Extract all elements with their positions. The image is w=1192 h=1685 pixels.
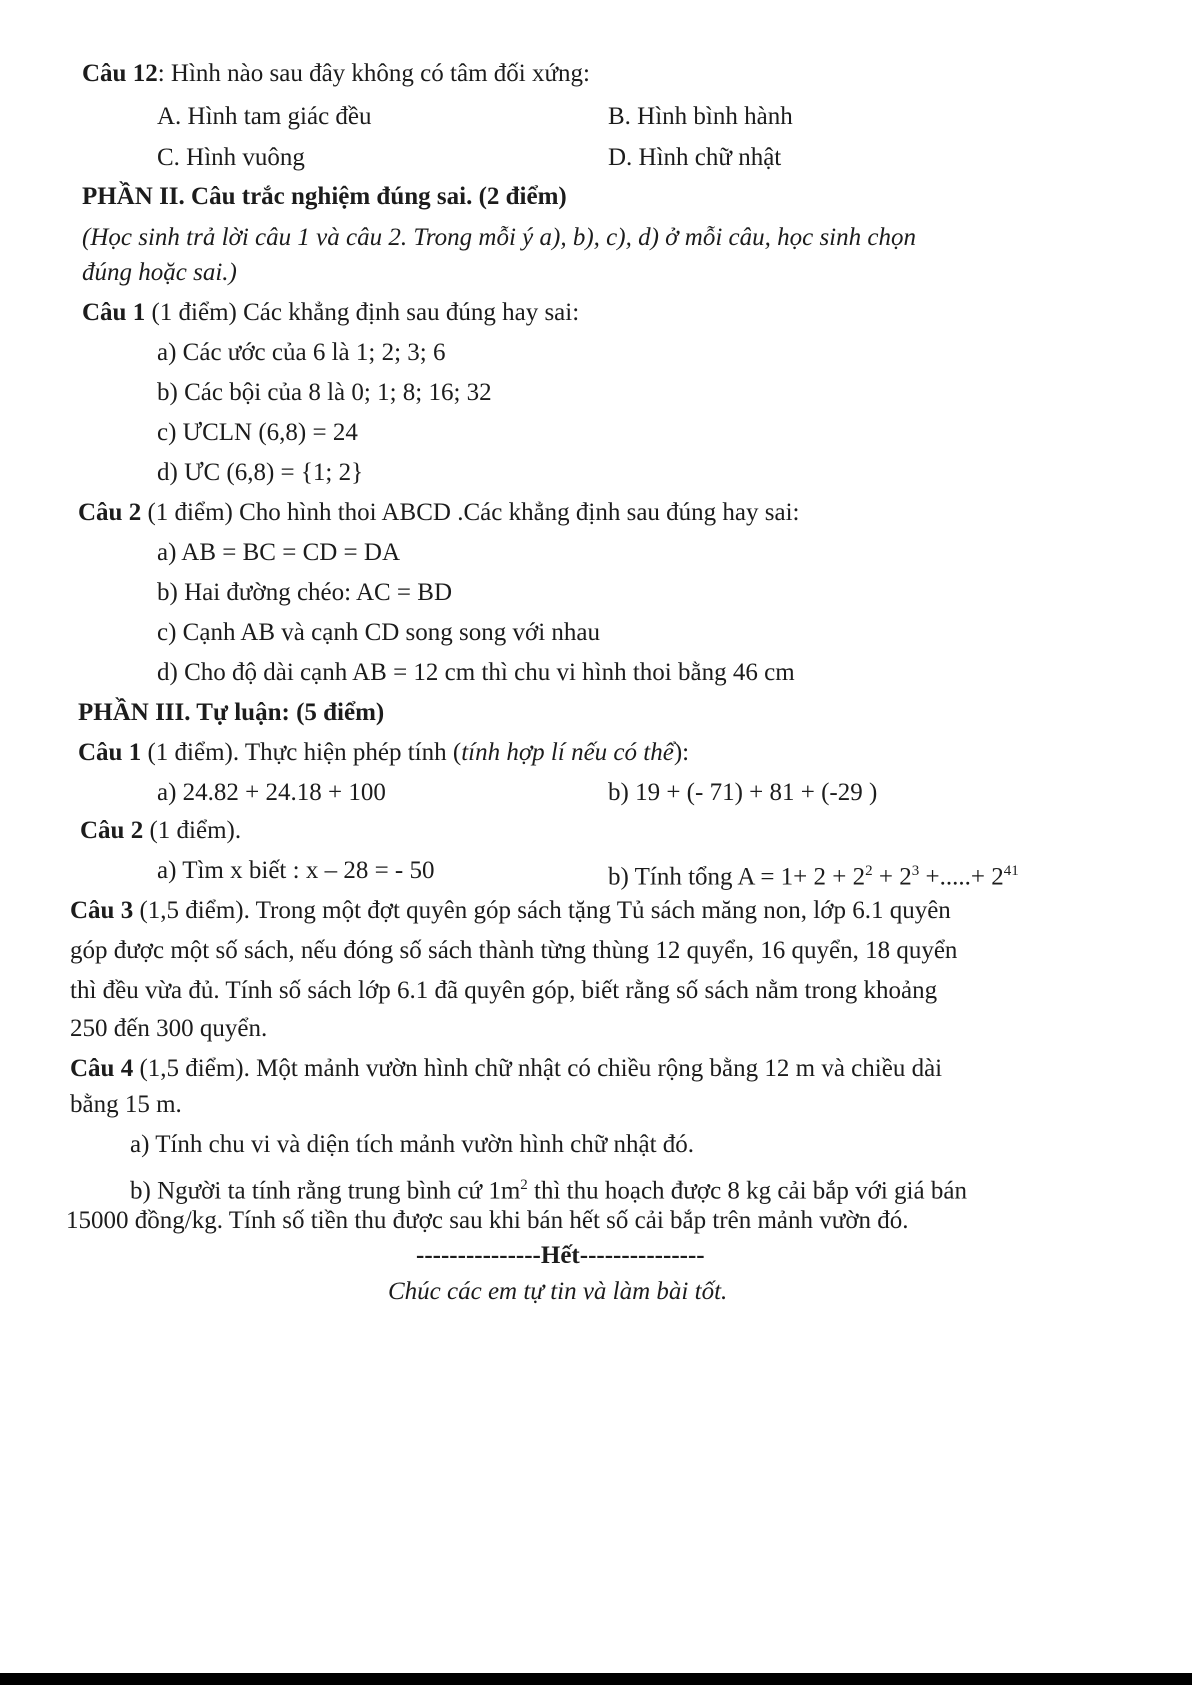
part3-q1-a: a) 24.82 + 24.18 + 100 xyxy=(157,779,386,806)
part2-instruction-line1: (Học sinh trả lời câu 1 và câu 2. Trong mỗi ý a), b), c), d) ở mỗi câu, học sinh chọn xyxy=(82,224,916,251)
part3-q3-line3: thì đều vừa đủ. Tính số sách lớp 6.1 đã quyên góp, biết rằng số sách nằm trong khoảng xyxy=(70,977,938,1004)
part2-q1-a: a) Các ước của 6 là 1; 2; 3; 6 xyxy=(157,339,446,366)
part3-q1-b: b) 19 + (- 71) + 81 + (-29 ) xyxy=(608,779,878,806)
square-exponent: 2 xyxy=(520,1177,528,1193)
q12-option-b: B. Hình bình hành xyxy=(608,103,793,130)
q12-stem xyxy=(82,58,590,90)
q12-label: Câu 12 xyxy=(82,60,158,87)
part3-q3-line2: góp được một số sách, nếu đóng số sách thành từng thùng 12 quyển, 16 quyển, 18 quyển xyxy=(70,937,958,964)
part3-q1-text-post: ): xyxy=(673,739,690,766)
part2-q1-c: c) ƯCLN (6,8) = 24 xyxy=(157,419,358,446)
part3-q4-line2: bằng 15 m. xyxy=(70,1091,182,1118)
part3-q1-text-italic: tính hợp lí nếu có thể xyxy=(461,739,674,766)
part3-q1-label: Câu 1 xyxy=(78,739,142,766)
part3-q3-line4: 250 đến 300 quyển. xyxy=(70,1015,268,1042)
part3-q2-a: a) Tìm x biết : x – 28 = - 50 xyxy=(157,857,435,884)
part2-q1-d: d) ƯC (6,8) = {1; 2} xyxy=(157,459,364,486)
part3-q4-b-pre: b) Người ta tính rằng trung bình cứ 1m xyxy=(130,1177,521,1205)
part3-heading: PHẦN III. Tự luận: (5 điểm) xyxy=(78,699,385,726)
part3-q2-b xyxy=(608,855,1019,893)
part2-q2-a: a) AB = BC = CD = DA xyxy=(157,539,401,566)
q12-option-c: C. Hình vuông xyxy=(157,144,305,171)
part3-q1-stem xyxy=(78,737,689,769)
part2-q1-stem xyxy=(82,297,579,329)
part3-q2-label: Câu 2 xyxy=(80,817,144,844)
part3-q3-line1 xyxy=(70,895,951,927)
closing-wish: Chúc các em tự tin và làm bài tốt. xyxy=(388,1278,728,1305)
part3-q4-b-line2: 15000 đồng/kg. Tính số tiền thu được sau khi bán hết số cải bắp trên mảnh vườn đó. xyxy=(66,1207,909,1234)
part2-q1-text: (1 điểm) Các khẳng định sau đúng hay sai: xyxy=(145,299,580,326)
part3-q2-stem xyxy=(80,815,241,847)
exponent-2: 2 xyxy=(865,863,873,879)
part2-heading: PHẦN II. Câu trắc nghiệm đúng sai. (2 điểm) xyxy=(82,183,567,210)
part2-q2-b: b) Hai đường chéo: AC = BD xyxy=(157,579,453,606)
q12-text: : Hình nào sau đây không có tâm đối xứng: xyxy=(157,60,590,87)
part3-q3-text: (1,5 điểm). Trong một đợt quyên góp sách tặng Tủ sách măng non, lớp 6.1 quyên xyxy=(133,897,951,924)
part3-q4-b-post: thì thu hoạch được 8 kg cải bắp với giá bán xyxy=(527,1177,967,1205)
part3-q2-text: (1 điểm). xyxy=(143,817,242,844)
part3-q1-text-pre: (1 điểm). Thực hiện phép tính ( xyxy=(141,739,462,766)
part3-q4-a: a) Tính chu vi và diện tích mảnh vườn hình chữ nhật đó. xyxy=(130,1131,695,1158)
exponent-3: 3 xyxy=(911,863,920,879)
part2-q2-label: Câu 2 xyxy=(78,499,142,526)
part2-q2-d: d) Cho độ dài cạnh AB = 12 cm thì chu vi hình thoi bằng 46 cm xyxy=(157,659,795,686)
part2-instruction-line2: đúng hoặc sai.) xyxy=(82,259,237,286)
part2-q2-stem xyxy=(78,497,800,529)
sum-expression-part2: + 2 xyxy=(872,863,912,891)
part2-q2-c: c) Cạnh AB và cạnh CD song song với nhau xyxy=(157,619,601,646)
scan-border xyxy=(0,1673,1192,1685)
part2-q1-b: b) Các bội của 8 là 0; 1; 8; 16; 32 xyxy=(157,379,492,406)
q12-option-a: A. Hình tam giác đều xyxy=(157,103,372,130)
part3-q3-label: Câu 3 xyxy=(70,897,134,924)
q12-option-d: D. Hình chữ nhật xyxy=(608,144,782,171)
part3-q4-text: (1,5 điểm). Một mảnh vườn hình chữ nhật có chiều rộng bằng 12 m và chiều dài xyxy=(133,1055,943,1082)
part2-q2-text: (1 điểm) Cho hình thoi ABCD .Các khẳng định sau đúng hay sai: xyxy=(141,499,800,526)
sum-expression-part3: +.....+ 2 xyxy=(919,863,1004,891)
part3-q4-label: Câu 4 xyxy=(70,1055,134,1082)
part3-q4-b xyxy=(130,1169,967,1207)
part3-q4-line1 xyxy=(70,1053,942,1085)
sum-expression-part1: b) Tính tổng A = 1+ 2 + 2 xyxy=(608,863,866,891)
exponent-41: 41 xyxy=(1003,863,1019,879)
end-marker: ---------------Hết--------------- xyxy=(416,1242,705,1269)
part2-q1-label: Câu 1 xyxy=(82,299,146,326)
